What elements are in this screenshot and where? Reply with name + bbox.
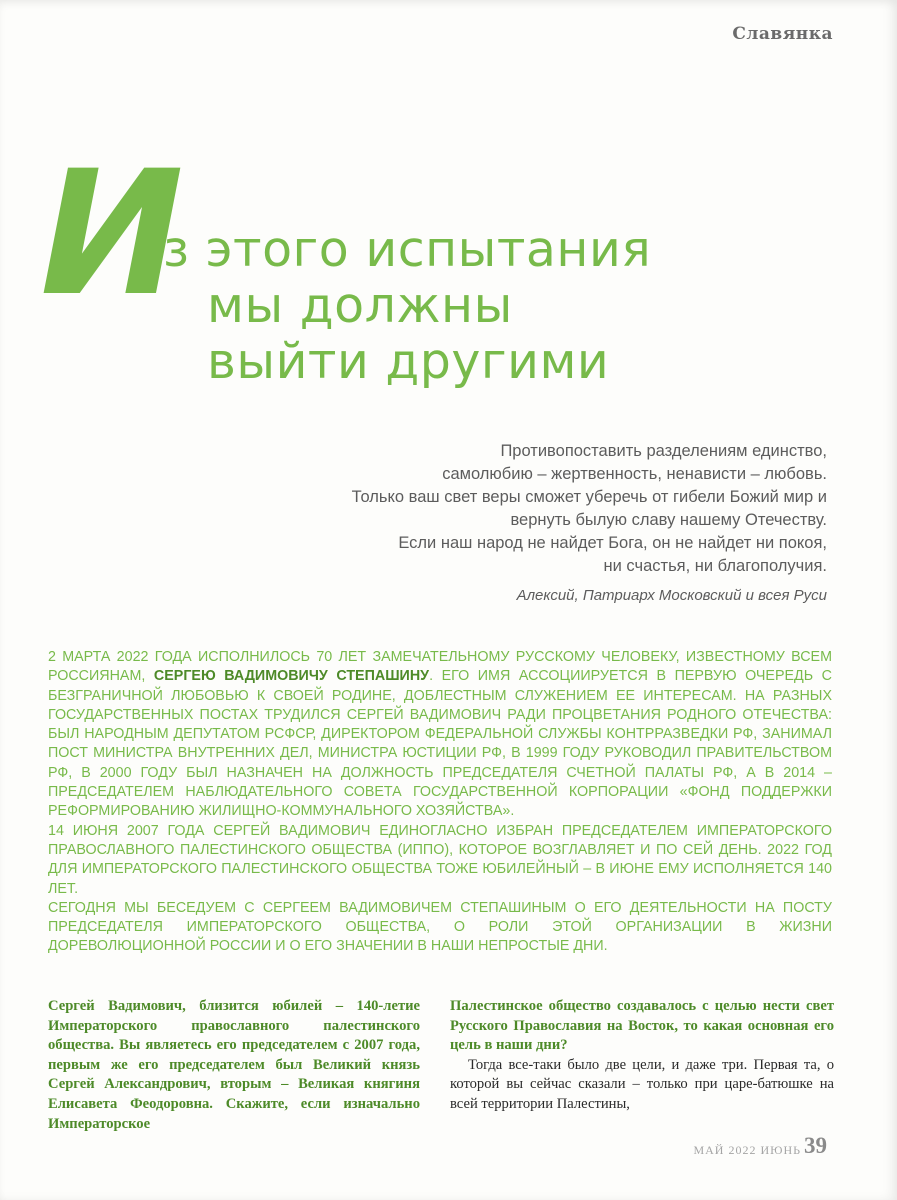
epigraph-line: самолюбию – жертвенность, ненависти – любовь. [442, 465, 827, 483]
interview-column-left [48, 997, 420, 1134]
interview-column-right [450, 997, 834, 1115]
page-number: 39 [804, 1133, 827, 1158]
article-title [0, 222, 651, 390]
article-lead [48, 648, 832, 957]
title-line-1: з этого испытания [163, 221, 652, 278]
title-line-2: мы должны [207, 277, 513, 334]
title-drop-cap: И [40, 133, 184, 334]
lead-paragraph: 14 ИЮНЯ 2007 ГОДА СЕРГЕЙ ВАДИМОВИЧ ЕДИНОГЛАСНО ИЗБРАН ПРЕДСЕДАТЕЛЕМ ИМПЕРАТОРСКОГО ПРАВОСЛАВНОГО ПАЛЕСТИНСКОГО ОБЩЕСТВА (ИППО), КОТОРОЕ ВОЗГЛАВЛЯЕТ И ПО СЕЙ ДЕНЬ. 2022 ГОД ДЛЯ ИМПЕРАТОРСКОГО ПАЛЕСТИНСКОГО ОБЩЕСТВА ТОЖЕ ЮБИЛЕЙНЫЙ – В ИЮНЕ ЕМУ ИСПОЛНЯЕТСЯ 140 ЛЕТ. [48, 822, 832, 897]
interview-answer: Тогда все-таки было две цели, и даже три. Первая та, о которой вы сейчас сказали – только при царе-батюшке на всей территории Палестины, [450, 1056, 834, 1112]
title-line-3: выйти другими [207, 333, 610, 390]
magazine-name: Славянка [732, 24, 833, 44]
lead-paragraph: СЕГОДНЯ МЫ БЕСЕДУЕМ С СЕРГЕЕМ ВАДИМОВИЧЕМ СТЕПАШИНЫМ О ЕГО ДЕЯТЕЛЬНОСТИ НА ПОСТУ ПРЕДСЕДАТЕЛЯ ИМПЕРАТОРСКОГО ОБЩЕСТВА, О РОЛИ ЭТОЙ ОРГАНИЗАЦИИ В ЖИЗНИ ДОРЕВОЛЮЦИОННОЙ РОССИИ И О ЕГО ЗНАЧЕНИИ В НАШИ НЕПРОСТЫЕ ДНИ. [48, 899, 832, 955]
epigraph-line: Если наш народ не найдет Бога, он не найдет ни покоя, [398, 534, 827, 552]
epigraph-author: Алексий, Патриарх Московский и всея Руси [516, 587, 827, 604]
epigraph [347, 440, 827, 578]
lead-text: 2 МАРТА 2022 ГОДА ИСПОЛНИЛОСЬ 70 ЛЕТ ЗАМЕЧАТЕЛЬНОМУ РУССКОМУ ЧЕЛОВЕКУ, ИЗВЕСТНОМУ ВСЕМ РОССИЯНАМ, [48, 649, 832, 685]
issue-date: МАЙ 2022 ИЮНЬ [693, 1143, 801, 1157]
epigraph-line: Противопоставить разделениям единство, [500, 442, 827, 460]
epigraph-line: вернуть былую славу нашему Отечеству. [510, 511, 827, 529]
lead-paragraph [48, 648, 832, 822]
interview-question: Сергей Вадимович, близится юбилей – 140-летие Императорского православного палестинского общества. Вы являетесь его председателем с 2007 года, первым же его председателем был Великий князь Сергей Александрович, вторым – Великая княгиня Елисавета Феодоровна. Скажите, если изначально Императорское [48, 998, 420, 1132]
epigraph-line: Только ваш свет веры сможет уберечь от гибели Божий мир и [351, 488, 827, 506]
interviewee-name: СЕРГЕЮ ВАДИМОВИЧУ СТЕПАШИНУ [153, 668, 430, 685]
lead-text: . ЕГО ИМЯ АССОЦИИРУЕТСЯ В ПЕРВУЮ ОЧЕРЕДЬ С БЕЗГРАНИЧНОЙ ЛЮБОВЬЮ К СВОЕЙ РОДИНЕ, ДОБЛЕСТНЫМ СЛУЖЕНИЕМ ЕЕ ИНТЕРЕСАМ. НА РАЗНЫХ ГОСУДАРСТВЕННЫХ ПОСТАХ ТРУДИЛСЯ СЕРГЕЙ ВАДИМОВИЧ РАДИ ПРОЦВЕТАНИЯ РОДНОГО ОТЕЧЕСТВА: БЫЛ НАРОДНЫМ ДЕПУТАТОМ РСФСР, ДИРЕКТОРОМ ФЕДЕРАЛЬНОЙ СЛУЖБЫ КОНТРРАЗВЕДКИ РФ, ЗАНИМАЛ ПОСТ МИНИСТРА ВНУТРЕННИХ ДЕЛ, МИНИСТРА ЮСТИЦИИ РФ, В 1999 ГОДУ РУКОВОДИЛ ПРАВИТЕЛЬСТВОМ РФ, В 2000 ГОДУ БЫЛ НАЗНАЧЕН НА ДОЛЖНОСТЬ ПРЕДСЕДАТЕЛЯ СЧЕТНОЙ ПАЛАТЫ РФ, А В 2014 – ПРЕДСЕДАТЕЛЕМ НАБЛЮДАТЕЛЬНОГО СОВЕТА ГОСУДАРСТВЕННОЙ КОРПОРАЦИИ «ФОНД ПОДДЕРЖКИ РЕФОРМИРОВАНИЮ ЖИЛИЩНО-КОММУНАЛЬНОГО ХОЗЯЙСТВА». [48, 668, 832, 820]
epigraph-line: ни счастья, ни благополучия. [603, 557, 827, 575]
interview-question: Палестинское общество создавалось с целью нести свет Русского Православия на Восток, то какая основная его цель в наши дни? [450, 998, 834, 1054]
